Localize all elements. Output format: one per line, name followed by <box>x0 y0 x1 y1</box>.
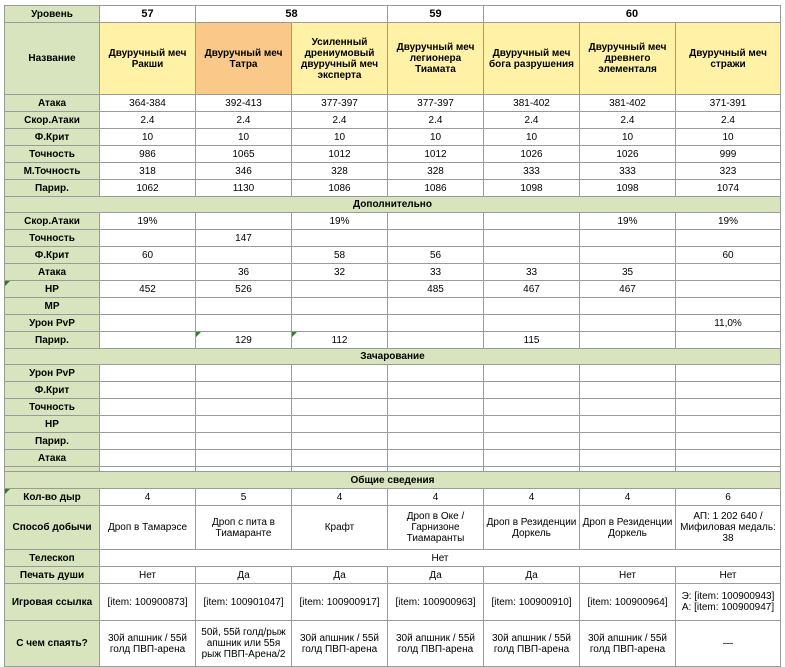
phys-crit-cell: 10 <box>484 129 580 146</box>
accuracy-row <box>5 146 781 163</box>
level-row <box>5 6 781 23</box>
pair-with-cell: — <box>676 621 781 667</box>
add-accuracy-cell <box>388 230 484 247</box>
add-attack-cell <box>676 264 781 281</box>
soul-seal-cell: Нет <box>676 567 781 584</box>
weapon-name-1: Двуручный меч Ракши <box>100 23 196 95</box>
holes-cell: 4 <box>388 489 484 506</box>
level-59: 59 <box>388 6 484 23</box>
accuracy-cell: 1012 <box>292 146 388 163</box>
enchant-cell <box>388 416 484 433</box>
attack-speed-cell: 2.4 <box>676 112 781 129</box>
enchant-cell <box>196 450 292 467</box>
weapon-name-6: Двуручный меч древнего элементаля <box>580 23 676 95</box>
weapon-name-2: Двуручный меч Татра <box>196 23 292 95</box>
enchant-attack-label: Атака <box>5 450 100 467</box>
add-hp-cell: 485 <box>388 281 484 298</box>
parry-cell: 1074 <box>676 180 781 197</box>
enchant-cell <box>484 433 580 450</box>
enchant-cell <box>484 382 580 399</box>
enchant-cell <box>196 433 292 450</box>
add-accuracy-cell <box>484 230 580 247</box>
add-pvp-damage-label: Урон PvP <box>5 315 100 332</box>
section-additional-row <box>5 197 781 213</box>
game-link-cell[interactable]: [item: 100900917] <box>292 584 388 621</box>
accuracy-cell: 986 <box>100 146 196 163</box>
weapon-name-4: Двуручный меч легионера Тиамата <box>388 23 484 95</box>
add-phys-crit-cell: 60 <box>676 247 781 264</box>
enchant-cell <box>676 365 781 382</box>
enchant-cell <box>676 416 781 433</box>
phys-crit-cell: 10 <box>100 129 196 146</box>
add-attack-speed-cell <box>484 213 580 230</box>
add-parry-cell <box>388 332 484 349</box>
enchant-parry-label: Парир. <box>5 433 100 450</box>
add-attack-cell: 33 <box>388 264 484 281</box>
holes-cell: 5 <box>196 489 292 506</box>
enchant-cell <box>676 382 781 399</box>
enchant-cell <box>388 399 484 416</box>
soul-seal-cell: Нет <box>100 567 196 584</box>
add-mp-row <box>5 298 781 315</box>
add-mp-label: MP <box>5 298 100 315</box>
add-pvp-damage-cell <box>196 315 292 332</box>
enchant-cell <box>388 450 484 467</box>
game-link-cell[interactable]: [item: 100900964] <box>580 584 676 621</box>
add-phys-crit-row <box>5 247 781 264</box>
enchant-cell <box>196 382 292 399</box>
parry-label: Парир. <box>5 180 100 197</box>
attack-speed-cell: 2.4 <box>292 112 388 129</box>
weapon-name-3: Усиленный дрениумовый двуручный меч эксперта <box>292 23 388 95</box>
accuracy-cell: 1012 <box>388 146 484 163</box>
attack-speed-row <box>5 112 781 129</box>
attack-row <box>5 95 781 112</box>
attack-cell: 381-402 <box>484 95 580 112</box>
add-accuracy-cell <box>292 230 388 247</box>
enchant-cell <box>580 433 676 450</box>
add-attack-row <box>5 264 781 281</box>
add-pvp-damage-cell <box>580 315 676 332</box>
section-enchant-header: Зачарование <box>5 349 781 365</box>
add-phys-crit-label: Ф.Крит <box>5 247 100 264</box>
enchant-cell <box>676 433 781 450</box>
telescope-row <box>5 550 781 567</box>
add-hp-cell: 467 <box>484 281 580 298</box>
add-accuracy-row <box>5 230 781 247</box>
m-accuracy-row <box>5 163 781 180</box>
add-phys-crit-cell: 56 <box>388 247 484 264</box>
m-accuracy-cell: 346 <box>196 163 292 180</box>
telescope-label: Телескоп <box>5 550 100 567</box>
add-attack-cell: 36 <box>196 264 292 281</box>
add-hp-label: HP <box>5 281 100 298</box>
add-accuracy-cell <box>580 230 676 247</box>
phys-crit-cell: 10 <box>292 129 388 146</box>
accuracy-cell: 999 <box>676 146 781 163</box>
holes-cell: 4 <box>100 489 196 506</box>
add-pvp-damage-cell <box>100 315 196 332</box>
add-mp-cell <box>676 298 781 315</box>
attack-cell: 381-402 <box>580 95 676 112</box>
pair-with-cell: 30й апшник / 55й голд ПВП-арена <box>388 621 484 667</box>
holes-cell: 4 <box>484 489 580 506</box>
game-link-cell[interactable]: [item: 100901047] <box>196 584 292 621</box>
attack-cell: 377-397 <box>292 95 388 112</box>
enchant-cell <box>196 365 292 382</box>
obtain-cell: Дроп с пита в Тиамаранте <box>196 506 292 550</box>
enchant-attack-row <box>5 450 781 467</box>
add-parry-cell: 129 <box>196 332 292 349</box>
obtain-cell: Дроп в Резиденции Доркель <box>484 506 580 550</box>
weapon-name-5: Двуручный меч бога разрушения <box>484 23 580 95</box>
add-pvp-damage-row <box>5 315 781 332</box>
enchant-cell <box>292 450 388 467</box>
holes-cell: 4 <box>292 489 388 506</box>
add-accuracy-label: Точность <box>5 230 100 247</box>
parry-row <box>5 180 781 197</box>
level-57: 57 <box>100 6 196 23</box>
attack-speed-cell: 2.4 <box>196 112 292 129</box>
add-parry-cell <box>580 332 676 349</box>
enchant-cell <box>100 399 196 416</box>
enchant-accuracy-row <box>5 399 781 416</box>
enchant-cell <box>196 416 292 433</box>
enchant-cell <box>484 365 580 382</box>
add-attack-cell <box>100 264 196 281</box>
add-mp-cell <box>100 298 196 315</box>
holes-cell: 6 <box>676 489 781 506</box>
section-additional-header: Дополнительно <box>5 197 781 213</box>
enchant-accuracy-label: Точность <box>5 399 100 416</box>
accuracy-cell: 1026 <box>484 146 580 163</box>
add-parry-cell <box>676 332 781 349</box>
attack-cell: 364-384 <box>100 95 196 112</box>
pair-with-cell: 50й, 55й голд/рыж апшник или 55я рыж ПВП-Арена/2 <box>196 621 292 667</box>
enchant-pvp-damage-label: Урон PvP <box>5 365 100 382</box>
accuracy-label: Точность <box>5 146 100 163</box>
add-phys-crit-cell <box>484 247 580 264</box>
add-attack-speed-cell: 19% <box>100 213 196 230</box>
soul-seal-cell: Да <box>388 567 484 584</box>
obtain-label: Способ добычи <box>5 506 100 550</box>
phys-crit-cell: 10 <box>196 129 292 146</box>
add-parry-cell: 115 <box>484 332 580 349</box>
obtain-cell: Крафт <box>292 506 388 550</box>
enchant-cell <box>388 382 484 399</box>
enchant-parry-row <box>5 433 781 450</box>
obtain-cell: Дроп в Оке / Гарнизоне Тиамаранты <box>388 506 484 550</box>
soul-seal-cell: Да <box>484 567 580 584</box>
enchant-hp-row <box>5 416 781 433</box>
add-phys-crit-cell: 58 <box>292 247 388 264</box>
pair-with-cell: 30й апшник / 55й голд ПВП-арена <box>100 621 196 667</box>
enchant-phys-crit-label: Ф.Крит <box>5 382 100 399</box>
phys-crit-cell: 10 <box>388 129 484 146</box>
m-accuracy-cell: 328 <box>292 163 388 180</box>
add-parry-cell <box>100 332 196 349</box>
add-pvp-damage-cell <box>292 315 388 332</box>
holes-cell: 4 <box>580 489 676 506</box>
add-hp-cell <box>676 281 781 298</box>
weapon-comparison-table <box>4 5 781 667</box>
attack-cell: 392-413 <box>196 95 292 112</box>
game-link-cell[interactable]: [item: 100900910] <box>484 584 580 621</box>
add-attack-speed-label: Скор.Атаки <box>5 213 100 230</box>
soul-seal-cell: Нет <box>580 567 676 584</box>
m-accuracy-cell: 318 <box>100 163 196 180</box>
enchant-cell <box>388 365 484 382</box>
game-link-cell[interactable]: Э: [item: 100900943] А: [item: 100900947] <box>676 584 781 621</box>
add-hp-row <box>5 281 781 298</box>
pair-with-cell: 30й апшник / 55й голд ПВП-арена <box>484 621 580 667</box>
attack-speed-cell: 2.4 <box>388 112 484 129</box>
add-attack-cell: 32 <box>292 264 388 281</box>
enchant-cell <box>100 450 196 467</box>
soul-seal-row <box>5 567 781 584</box>
add-parry-row <box>5 332 781 349</box>
add-hp-cell <box>292 281 388 298</box>
obtain-cell: АП: 1 202 640 / Мифиловая медаль: 38 <box>676 506 781 550</box>
obtain-cell: Дроп в Тамарэсе <box>100 506 196 550</box>
parry-cell: 1098 <box>580 180 676 197</box>
enchant-cell <box>580 450 676 467</box>
game-link-label: Игровая ссылка <box>5 584 100 621</box>
phys-crit-label: Ф.Крит <box>5 129 100 146</box>
game-link-cell[interactable]: [item: 100900963] <box>388 584 484 621</box>
game-link-cell[interactable]: [item: 100900873] <box>100 584 196 621</box>
add-attack-cell: 33 <box>484 264 580 281</box>
add-attack-speed-cell: 19% <box>676 213 781 230</box>
add-phys-crit-cell <box>196 247 292 264</box>
weapon-name-7: Двуручный меч стражи <box>676 23 781 95</box>
enchant-cell <box>292 399 388 416</box>
pair-with-cell: 30й апшник / 55й голд ПВП-арена <box>580 621 676 667</box>
add-accuracy-cell: 147 <box>196 230 292 247</box>
add-attack-speed-cell: 19% <box>292 213 388 230</box>
add-attack-speed-cell: 19% <box>580 213 676 230</box>
add-phys-crit-cell: 60 <box>100 247 196 264</box>
enchant-pvp-damage-row <box>5 365 781 382</box>
add-pvp-damage-cell <box>484 315 580 332</box>
enchant-cell <box>388 433 484 450</box>
attack-speed-label: Скор.Атаки <box>5 112 100 129</box>
m-accuracy-cell: 323 <box>676 163 781 180</box>
section-enchant-row <box>5 349 781 365</box>
phys-crit-cell: 10 <box>676 129 781 146</box>
add-attack-speed-cell <box>196 213 292 230</box>
level-label: Уровень <box>5 6 100 23</box>
section-general-header: Общие сведения <box>5 472 781 489</box>
enchant-cell <box>292 365 388 382</box>
phys-crit-cell: 10 <box>580 129 676 146</box>
enchant-cell <box>100 382 196 399</box>
attack-speed-cell: 2.4 <box>100 112 196 129</box>
pair-with-label: С чем спаять? <box>5 621 100 667</box>
soul-seal-cell: Да <box>196 567 292 584</box>
add-mp-cell <box>484 298 580 315</box>
telescope-value: Нет <box>100 550 781 567</box>
enchant-cell <box>100 416 196 433</box>
enchant-cell <box>484 416 580 433</box>
add-accuracy-cell <box>676 230 781 247</box>
parry-cell: 1086 <box>292 180 388 197</box>
enchant-cell <box>580 416 676 433</box>
accuracy-cell: 1026 <box>580 146 676 163</box>
attack-cell: 371-391 <box>676 95 781 112</box>
name-row <box>5 23 781 95</box>
m-accuracy-cell: 333 <box>484 163 580 180</box>
add-attack-cell: 35 <box>580 264 676 281</box>
add-accuracy-cell <box>100 230 196 247</box>
add-attack-speed-cell <box>388 213 484 230</box>
enchant-hp-label: HP <box>5 416 100 433</box>
enchant-cell <box>292 416 388 433</box>
section-general-row <box>5 472 781 489</box>
enchant-cell <box>292 382 388 399</box>
add-phys-crit-cell <box>580 247 676 264</box>
m-accuracy-label: М.Точность <box>5 163 100 180</box>
name-label: Название <box>5 23 100 95</box>
add-mp-cell <box>388 298 484 315</box>
soul-seal-label: Печать души <box>5 567 100 584</box>
add-mp-cell <box>196 298 292 315</box>
parry-cell: 1130 <box>196 180 292 197</box>
add-parry-label: Парир. <box>5 332 100 349</box>
enchant-cell <box>580 365 676 382</box>
phys-crit-row <box>5 129 781 146</box>
enchant-cell <box>484 450 580 467</box>
add-hp-cell: 467 <box>580 281 676 298</box>
add-attack-label: Атака <box>5 264 100 281</box>
parry-cell: 1062 <box>100 180 196 197</box>
add-pvp-damage-cell: 11,0% <box>676 315 781 332</box>
attack-speed-cell: 2.4 <box>484 112 580 129</box>
add-hp-cell: 452 <box>100 281 196 298</box>
obtain-cell: Дроп в Резиденции Доркель <box>580 506 676 550</box>
parry-cell: 1098 <box>484 180 580 197</box>
add-pvp-damage-cell <box>388 315 484 332</box>
holes-label: Кол-во дыр <box>5 489 100 506</box>
game-link-row <box>5 584 781 621</box>
add-attack-speed-row <box>5 213 781 230</box>
enchant-cell <box>100 433 196 450</box>
obtain-row <box>5 506 781 550</box>
holes-row <box>5 489 781 506</box>
enchant-cell <box>292 433 388 450</box>
level-58: 58 <box>196 6 388 23</box>
add-hp-cell: 526 <box>196 281 292 298</box>
m-accuracy-cell: 328 <box>388 163 484 180</box>
add-parry-cell: 112 <box>292 332 388 349</box>
pair-with-cell: 30й апшник / 55й голд ПВП-арена <box>292 621 388 667</box>
pair-with-row <box>5 621 781 667</box>
attack-speed-cell: 2.4 <box>580 112 676 129</box>
accuracy-cell: 1065 <box>196 146 292 163</box>
enchant-cell <box>484 399 580 416</box>
attack-cell: 377-397 <box>388 95 484 112</box>
m-accuracy-cell: 333 <box>580 163 676 180</box>
attack-label: Атака <box>5 95 100 112</box>
add-mp-cell <box>580 298 676 315</box>
enchant-cell <box>580 382 676 399</box>
level-60: 60 <box>484 6 781 23</box>
add-mp-cell <box>292 298 388 315</box>
parry-cell: 1086 <box>388 180 484 197</box>
enchant-cell <box>196 399 292 416</box>
enchant-cell <box>676 450 781 467</box>
soul-seal-cell: Да <box>292 567 388 584</box>
enchant-cell <box>100 365 196 382</box>
enchant-phys-crit-row <box>5 382 781 399</box>
enchant-cell <box>676 399 781 416</box>
enchant-cell <box>580 399 676 416</box>
